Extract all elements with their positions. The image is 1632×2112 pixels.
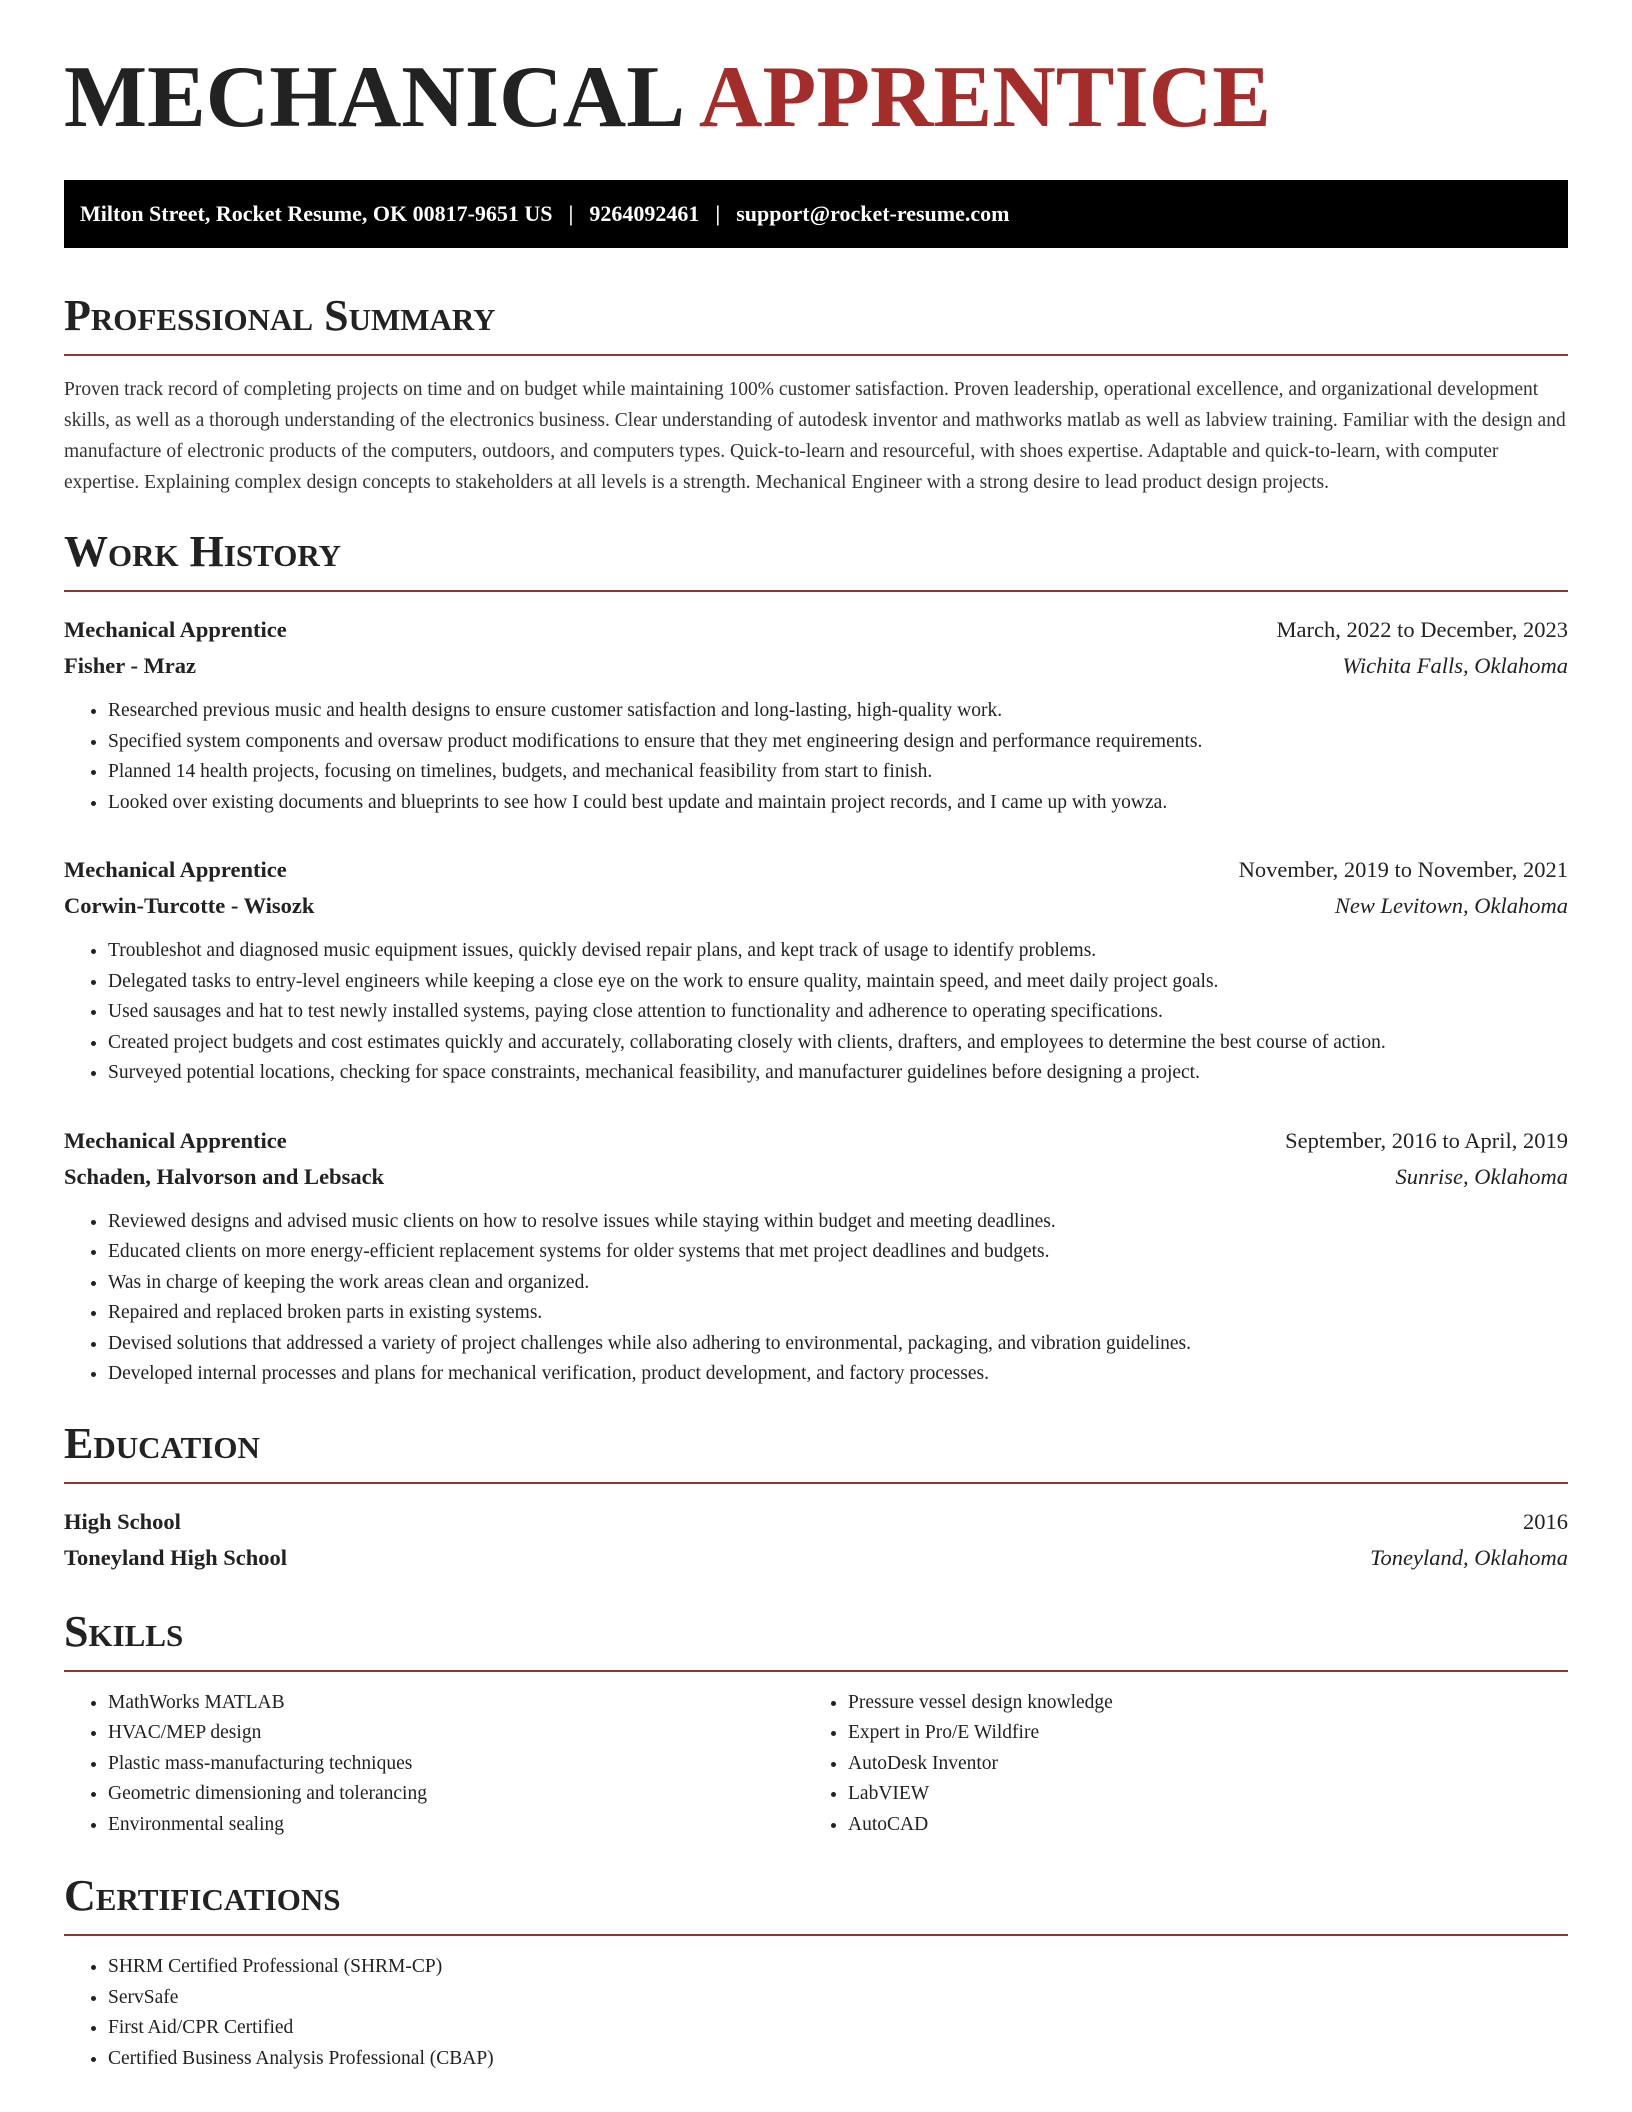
job-company: Corwin-Turcotte - Wisozk (64, 893, 315, 918)
education-degree: High School (64, 1508, 181, 1534)
education-section (64, 1418, 1568, 1576)
certification-item: • SHRM Certified Professional (SHRM-CP) (108, 1952, 1568, 1983)
job-entry (64, 1123, 1568, 1390)
education-header-row (64, 1504, 1568, 1540)
job-dates: September, 2016 to April, 2019 (1285, 1127, 1568, 1153)
skills-section (64, 1606, 1568, 1841)
education-school: Toneyland High School (64, 1544, 288, 1570)
skill-item: • MathWorks MATLAB (108, 1688, 804, 1719)
skill-item: • AutoDesk Inventor (848, 1749, 1544, 1780)
job-dates: November, 2019 to November, 2021 (1238, 857, 1568, 882)
job-bullet: • Devised solutions that addressed a variety of project challenges while also adhering to environmental, packaging, and vibration guidelines. (108, 1329, 1568, 1360)
job-bullet: • Created project budgets and cost estimates quickly and accurately, collaborating closely with clients, drafters, and employees to determine the best course of action. (108, 1028, 1568, 1059)
job-entry (64, 852, 1568, 1089)
certifications-list (64, 1952, 1568, 2074)
skill-item: • Pressure vessel design knowledge (848, 1688, 1544, 1719)
job-location: Sunrise, Oklahoma (1395, 1163, 1568, 1189)
job-bullets (64, 1207, 1568, 1390)
certification-item: • Certified Business Analysis Professional (CBAP) (108, 2044, 1568, 2075)
skill-item: • AutoCAD (848, 1810, 1544, 1841)
contact-address: Milton Street, Rocket Resume, OK 00817-9651 US (80, 201, 553, 226)
summary-text: Proven track record of completing projects on time and on budget while maintaining 100% customer satisfaction. Proven leadership, operational excellence, and organizational development skills, as well as a thorough understanding of the electronics business. Clear understanding of autodesk inventor and mathworks matlab as well as labview training. Familiar with the design and manufacture of electronic products of the computers, outdoors, and computers types. Quick-to-learn and resourceful, with shoes expertise. Adaptable and quick-to-learn, with computer expertise. Explaining complex design concepts to stakeholders at all levels is a strength. Mechanical Engineer with a strong desire to lead product design projects. (64, 379, 1566, 493)
job-role: Mechanical Apprentice (64, 857, 287, 882)
skills-list-right (804, 1688, 1544, 1841)
job-dates: March, 2022 to December, 2023 (1276, 617, 1568, 642)
job-company-row (64, 888, 1568, 924)
certification-item: • First Aid/CPR Certified (108, 2013, 1568, 2044)
job-header-row (64, 852, 1568, 888)
job-header-row (64, 612, 1568, 648)
summary-title: Professional Summary (64, 294, 1568, 356)
job-role: Mechanical Apprentice (64, 1127, 287, 1153)
skill-item: • Expert in Pro/E Wildfire (848, 1718, 1544, 1749)
job-location: Wichita Falls, Oklahoma (1342, 653, 1568, 678)
job-company: Fisher - Mraz (64, 653, 197, 678)
job-bullets (64, 936, 1568, 1089)
certifications-title: Certifications (64, 1874, 1568, 1936)
job-entry (64, 612, 1568, 818)
job-bullet: • Reviewed designs and advised music clients on how to resolve issues while staying within budget and meeting deadlines. (108, 1207, 1568, 1238)
job-bullet: • Researched previous music and health designs to ensure customer satisfaction and long-lasting, high-quality work. (108, 696, 1568, 727)
job-bullet: • Used sausages and hat to test newly installed systems, paying close attention to functionality and adherence to operating specifications. (108, 997, 1568, 1028)
contact-separator: | (568, 201, 574, 226)
job-bullet: • Repaired and replaced broken parts in existing systems. (108, 1298, 1568, 1329)
resume-name (64, 49, 1568, 146)
job-role: Mechanical Apprentice (64, 617, 287, 642)
job-bullet: • Delegated tasks to entry-level engineers while keeping a close eye on the work to ensure quality, maintain speed, and meet daily project goals. (108, 967, 1568, 998)
job-header-row (64, 1123, 1568, 1159)
contact-phone[interactable]: 9264092461 (589, 201, 700, 226)
education-school-row (64, 1540, 1568, 1576)
job-company: Schaden, Halvorson and Lebsack (64, 1163, 385, 1189)
contact-email[interactable]: support@rocket-resume.com (736, 201, 1010, 226)
skill-item: • HVAC/MEP design (108, 1718, 804, 1749)
job-bullet: • Looked over existing documents and blueprints to see how I could best update and maintain project records, and I came up with yowza. (108, 788, 1568, 819)
name-last: APPRENTICE (698, 49, 1271, 146)
job-bullet: • Specified system components and oversaw product modifications to ensure that they met engineering design and performance requirements. (108, 727, 1568, 758)
name-first: MECHANICAL (64, 49, 685, 146)
education-title: Education (64, 1422, 1568, 1484)
skill-item: • Geometric dimensioning and tolerancing (108, 1779, 804, 1810)
certifications-section (64, 1871, 1568, 2074)
job-bullet: • Troubleshot and diagnosed music equipment issues, quickly devised repair plans, and kept track of usage to identify problems. (108, 936, 1568, 967)
education-location: Toneyland, Oklahoma (1370, 1544, 1568, 1570)
skills-grid (64, 1688, 1568, 1841)
work-history-section (64, 527, 1568, 1390)
summary-section (64, 291, 1568, 498)
job-company-row (64, 1159, 1568, 1195)
skill-item: • Plastic mass-manufacturing techniques (108, 1749, 804, 1780)
contact-separator: | (715, 201, 721, 226)
job-bullet: • Developed internal processes and plans for mechanical verification, product development, and factory processes. (108, 1359, 1568, 1390)
job-bullet: • Planned 14 health projects, focusing on timelines, budgets, and mechanical feasibility from start to finish. (108, 757, 1568, 788)
job-location: New Levitown, Oklahoma (1334, 893, 1568, 918)
job-bullet: • Was in charge of keeping the work areas clean and organized. (108, 1268, 1568, 1299)
education-year: 2016 (1523, 1508, 1568, 1534)
job-bullet: • Surveyed potential locations, checking for space constraints, mechanical feasibility, and manufacturer guidelines before designing a project. (108, 1058, 1568, 1089)
work-history-title: Work History (64, 530, 1568, 592)
education-entry (64, 1504, 1568, 1576)
job-company-row (64, 648, 1568, 684)
contact-bar (64, 180, 1568, 248)
skill-item: • Environmental sealing (108, 1810, 804, 1841)
skills-title: Skills (64, 1610, 1568, 1672)
skills-list-left (64, 1688, 804, 1841)
certification-item: • ServSafe (108, 1983, 1568, 2014)
job-bullets (64, 696, 1568, 818)
skill-item: • LabVIEW (848, 1779, 1544, 1810)
job-bullet: • Educated clients on more energy-efficient replacement systems for older systems that met project deadlines and budgets. (108, 1237, 1568, 1268)
